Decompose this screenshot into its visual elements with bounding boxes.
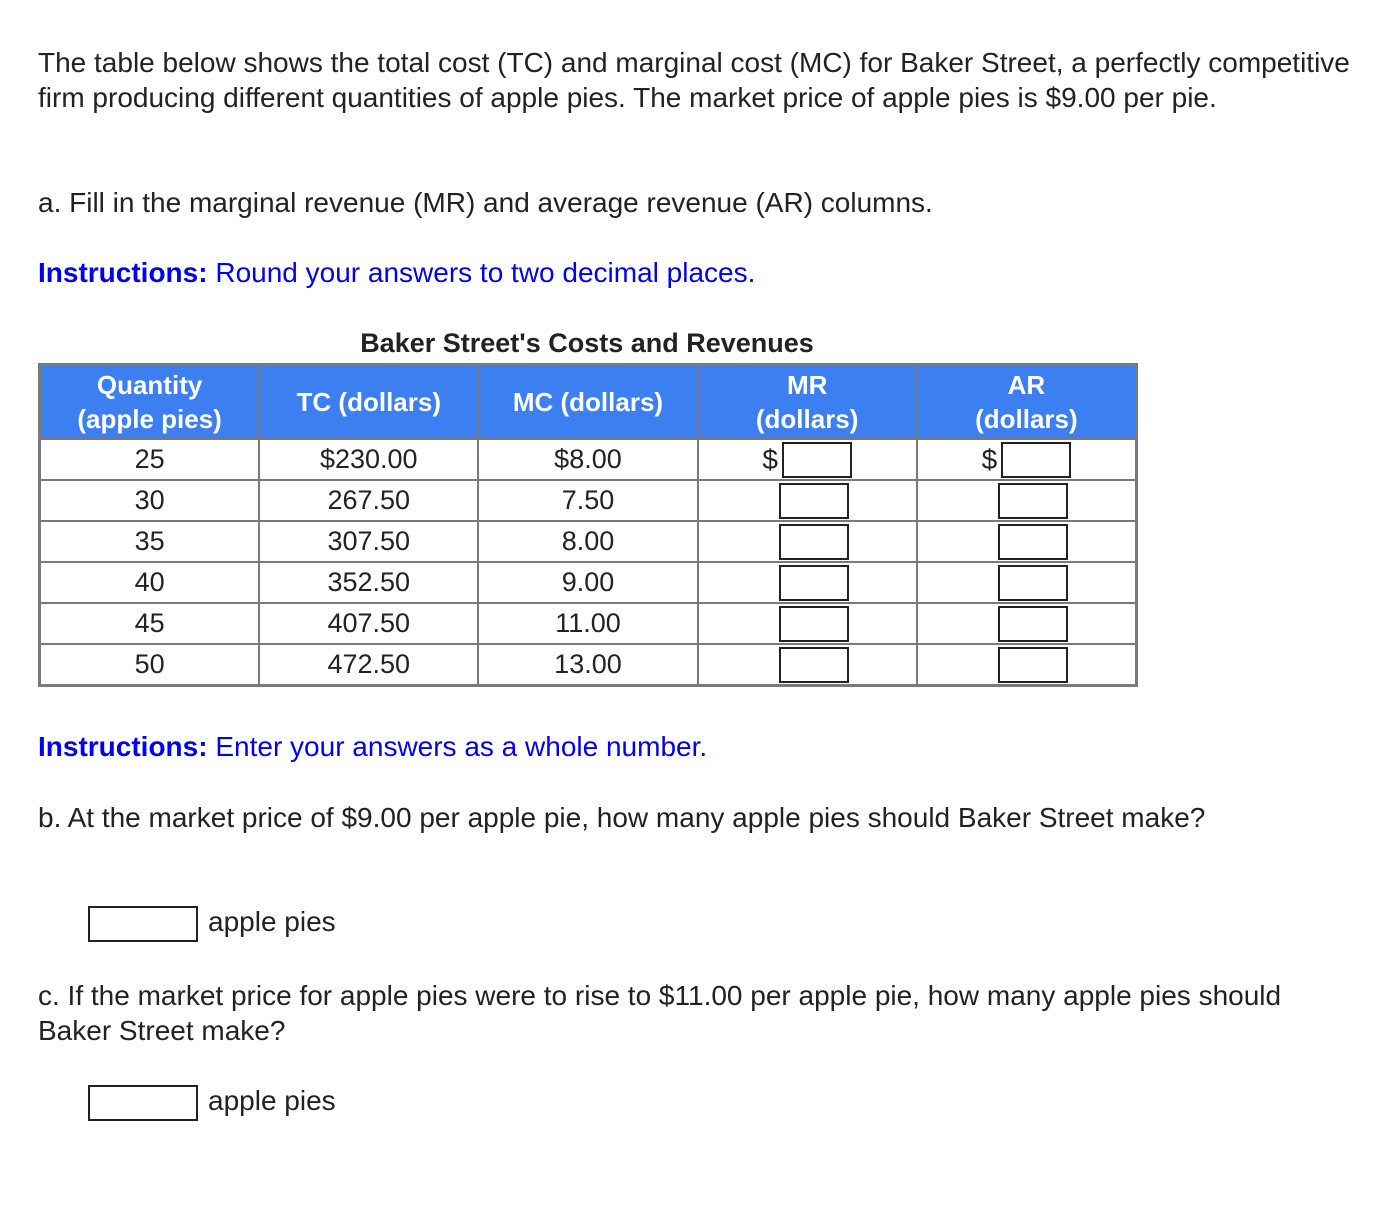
mr-cell [699,481,916,520]
instructions-text: Enter your answers as a whole number. [207,731,708,762]
quantity-cell: 25 [41,440,258,479]
part-a-question: a. Fill in the marginal revenue (MR) and average revenue (AR) columns. [38,187,933,218]
quantity-cell: 40 [41,563,258,602]
mr-input-40[interactable] [779,565,849,601]
mc-cell: 11.00 [479,604,696,643]
header-tc: TC (dollars) [260,366,477,438]
quantity-cell: 30 [41,481,258,520]
ar-cell [918,645,1135,684]
instructions-text: Round your answers to two decimal places. [207,257,756,288]
part-b-unit: apple pies [208,906,336,937]
table-row [41,440,1135,479]
instructions-label: Instructions: [38,257,208,288]
table-title: Baker Street's Costs and Revenues [360,328,814,358]
table-row [41,563,1135,602]
tc-cell: 352.50 [260,563,477,602]
mc-cell: 7.50 [479,481,696,520]
mc-cell: 9.00 [479,563,696,602]
table-row [41,645,1135,684]
ar-input-30[interactable] [998,483,1068,519]
instructions-round [38,255,1358,290]
table-header-row [41,366,1135,438]
header-quantity-line1: Quantity [96,370,203,400]
quantity-cell: 35 [41,522,258,561]
header-ar [918,366,1135,438]
tc-cell: 267.50 [260,481,477,520]
header-quantity [41,366,258,438]
ar-input-25[interactable] [1001,442,1071,478]
mr-cell [699,604,916,643]
part-c-question: c. If the market price for apple pies were to rise to $11.00 per apple pie, how many apple pies should Baker Street make? [38,980,1282,1046]
header-mr-line2: (dollars) [755,404,859,434]
table-row [41,522,1135,561]
mr-input-25[interactable] [782,442,852,478]
mr-input-35[interactable] [779,524,849,560]
intro-text: The table below shows the total cost (TC) and marginal cost (MC) for Baker Street, a perfectly competitive firm producing different quantities of apple pies. The market price of apple pies is $9.00 per pie. [38,47,1350,113]
header-mr [699,366,916,438]
ar-cell [918,440,1135,479]
mr-cell [699,440,916,479]
quantity-cell: 50 [41,645,258,684]
mc-cell: $8.00 [479,440,696,479]
dollar-sign: $ [762,443,778,475]
instructions-whole-number [38,729,1358,764]
ar-cell [918,481,1135,520]
ar-cell [918,522,1135,561]
part-b-question: b. At the market price of $9.00 per apple pie, how many apple pies should Baker Street make? [38,802,1206,833]
mr-input-30[interactable] [779,483,849,519]
mr-input-45[interactable] [779,606,849,642]
table-row [41,481,1135,520]
header-mc: MC (dollars) [479,366,696,438]
ar-input-45[interactable] [998,606,1068,642]
tc-cell: 407.50 [260,604,477,643]
tc-cell: $230.00 [260,440,477,479]
instructions-label: Instructions: [38,731,208,762]
ar-input-50[interactable] [998,647,1068,683]
mc-cell: 8.00 [479,522,696,561]
ar-cell [918,563,1135,602]
header-ar-line2: (dollars) [975,404,1078,434]
table-row [41,604,1135,643]
dollar-sign: $ [981,443,998,475]
quantity-cell: 45 [41,604,258,643]
part-b-answer-input[interactable] [88,906,198,942]
header-mr-line1: MR [786,370,828,400]
ar-cell [918,604,1135,643]
mr-cell [699,563,916,602]
tc-cell: 472.50 [260,645,477,684]
mr-input-50[interactable] [779,647,849,683]
tc-cell: 307.50 [260,522,477,561]
header-quantity-line2: (apple pies) [77,404,222,434]
mr-cell [699,645,916,684]
cost-revenue-table [38,363,1138,687]
mr-cell [699,522,916,561]
mc-cell: 13.00 [479,645,696,684]
ar-input-40[interactable] [998,565,1068,601]
part-c-answer-input[interactable] [88,1085,198,1121]
header-ar-line1: AR [1007,370,1046,400]
part-c-unit: apple pies [208,1085,336,1116]
ar-input-35[interactable] [998,524,1068,560]
